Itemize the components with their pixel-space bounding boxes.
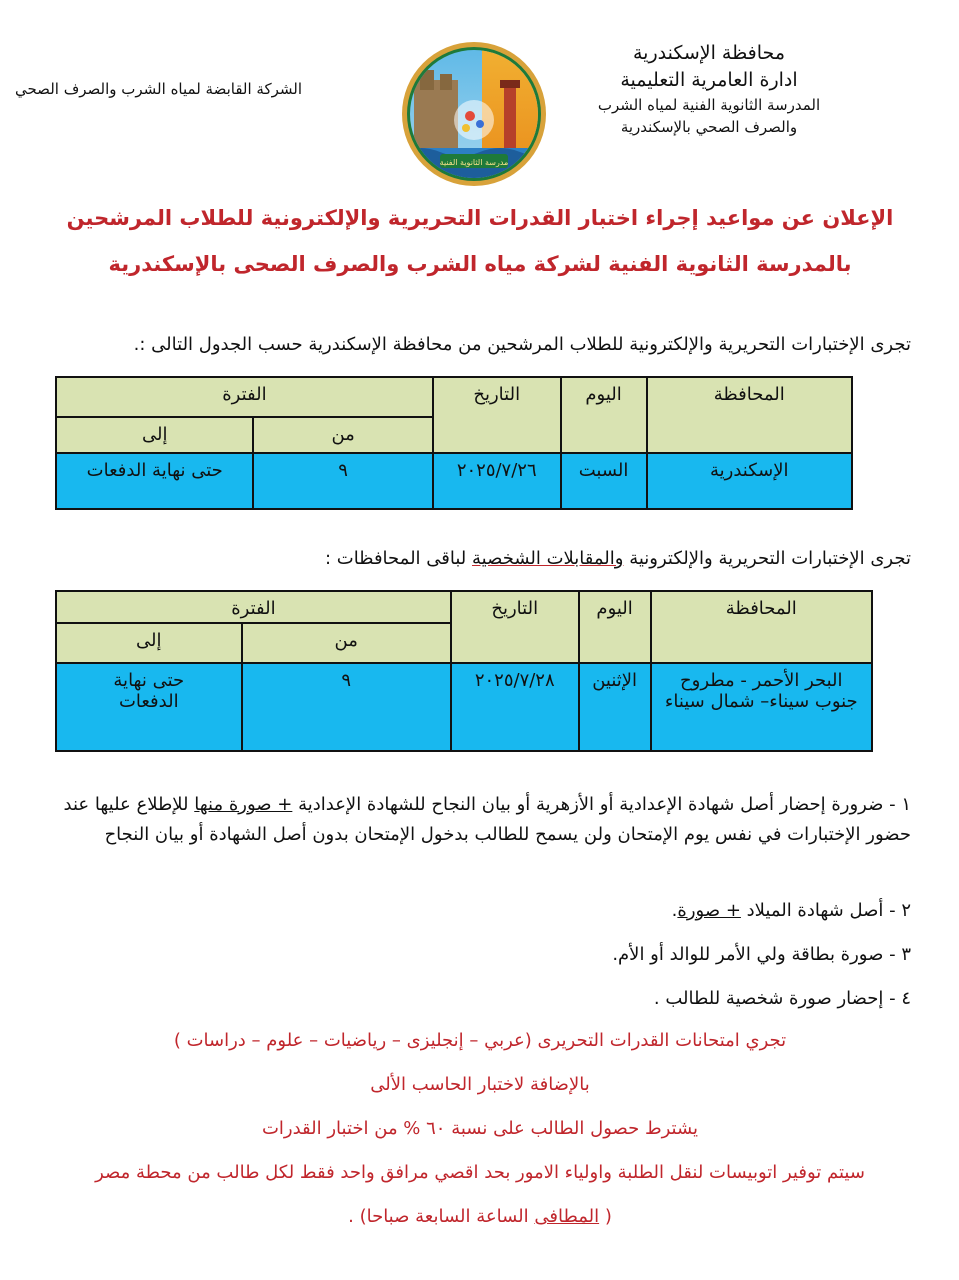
cell-day: الإثنين: [579, 663, 651, 751]
table-row: [56, 663, 872, 751]
note-bus-time-rest: الساعة السابعة صباحا) .: [348, 1206, 535, 1227]
requirement-1-rest: للإطلاع عليها عند حضور الإختبارات في نفس يوم الإمتحان ولن يسمح للطالب بدخول الإمتحان بدون أصل الشهادة أو بيان النجاح: [63, 794, 911, 845]
header-governorate: المحافظة: [651, 591, 872, 663]
other-governorates-schedule-table: [55, 590, 873, 752]
header-day: اليوم: [561, 377, 647, 453]
table-header-row: [56, 591, 872, 623]
header-date: التاريخ: [433, 377, 561, 453]
cell-governorate-line1: البحر الأحمر - مطروح: [680, 670, 843, 691]
cell-from: ٩: [253, 453, 432, 509]
cell-from: ٩: [242, 663, 451, 751]
section2-intro-interviews: والمقابلات الشخصية: [472, 548, 624, 569]
cell-to-line1: حتى نهاية: [113, 670, 185, 691]
cell-governorate-line2: جنوب سيناء– شمال سيناء: [664, 691, 858, 712]
note-computer-test: بالإضافة لاختبار الحاسب الألى: [370, 1074, 590, 1095]
logo-text: مدرسة الثانوية الفنية: [439, 158, 509, 167]
cell-to-line2: الدفعات: [118, 691, 179, 712]
header-right-block: [579, 40, 839, 138]
note-bus-station: المطافى: [534, 1206, 600, 1227]
requirement-2: [41, 896, 911, 926]
section2-intro-c: لباقى المحافظات :: [324, 548, 473, 569]
header-from: من: [242, 623, 451, 663]
cell-governorate: [651, 663, 872, 751]
school-name-line2: والصرف الصحي بالإسكندرية: [620, 118, 798, 136]
cell-date: ٢٠٢٥/٧/٢٨: [451, 663, 579, 751]
header-to: إلى: [56, 623, 242, 663]
note-exam-subjects: تجري امتحانات القدرات التحريرى (عربي – إنجليزى – رياضيات – علوم – دراسات ): [173, 1030, 787, 1051]
requirement-3: ٣ - صورة بطاقة ولي الأمر للوالد أو الأم.: [612, 944, 911, 965]
note-pass-percentage: يشترط حصول الطالب على نسبة ٦٠ % من اختبار القدرات: [261, 1118, 699, 1139]
section2-intro-a: تجرى الإختبارات التحريرية والإلكترونية: [623, 548, 911, 569]
cell-to: [56, 663, 242, 751]
requirements-list: [41, 790, 911, 850]
requirement-2-copy: + صورة: [677, 900, 741, 921]
header-day: اليوم: [579, 591, 651, 663]
header-period: الفترة: [56, 377, 433, 417]
holding-company-name: الشركة القابضة لمياه الشرب والصرف الصحي: [15, 80, 302, 98]
requirement-2-end: .: [671, 900, 678, 921]
header-to: إلى: [56, 417, 253, 453]
section1-intro: تجرى الإختبارات التحريرية والإلكترونية للطلاب المرشحين من محافظة الإسكندرية حسب الجدول التالى :.: [133, 334, 911, 355]
school-name-line1: المدرسة الثانوية الفنية لمياه الشرب: [597, 96, 821, 114]
table-row: [56, 453, 852, 509]
header-governorate: المحافظة: [647, 377, 852, 453]
announcement-title-line1: الإعلان عن مواعيد إجراء اختبار القدرات التحريرية والإلكترونية للطلاب المرشحين: [66, 206, 894, 230]
cell-governorate: الإسكندرية: [647, 453, 852, 509]
requirement-2-text: ٢ - أصل شهادة الميلاد: [740, 900, 911, 921]
alexandria-schedule-table: [55, 376, 853, 510]
section2-intro: [325, 548, 911, 569]
logo-icon: [400, 40, 548, 188]
header-date: التاريخ: [451, 591, 579, 663]
requirement-4: ٤ - إحضار صورة شخصية للطالب .: [653, 988, 911, 1009]
cell-to: حتى نهاية الدفعات: [56, 453, 253, 509]
note-buses: سيتم توفير اتوبيسات لنقل الطلبة واولياء الامور بحد اقصي مرافق واحد فقط لكل طالب من محطة مصر: [95, 1162, 865, 1183]
school-logo: [400, 40, 548, 188]
requirement-1-copy: + صورة منها: [194, 794, 293, 815]
requirement-1: [41, 790, 911, 850]
governorate-name: محافظة الإسكندرية: [632, 42, 785, 64]
note-bus-time-open: (: [599, 1206, 612, 1227]
header-from: من: [253, 417, 432, 453]
table-header-row: [56, 377, 852, 417]
cell-day: السبت: [561, 453, 647, 509]
education-administration: ادارة العامرية التعليمية: [620, 69, 798, 91]
note-bus-time: [40, 1206, 920, 1227]
cell-date: ٢٠٢٥/٧/٢٦: [433, 453, 561, 509]
announcement-title-line2: بالمدرسة الثانوية الفنية لشركة مياه الشرب والصرف الصحى بالإسكندرية: [108, 252, 852, 276]
header-period: الفترة: [56, 591, 451, 623]
requirement-1-text: ١ - ضرورة إحضار أصل شهادة الإعدادية أو الأزهرية أو بيان النجاح للشهادة الإعدادية: [292, 794, 911, 815]
